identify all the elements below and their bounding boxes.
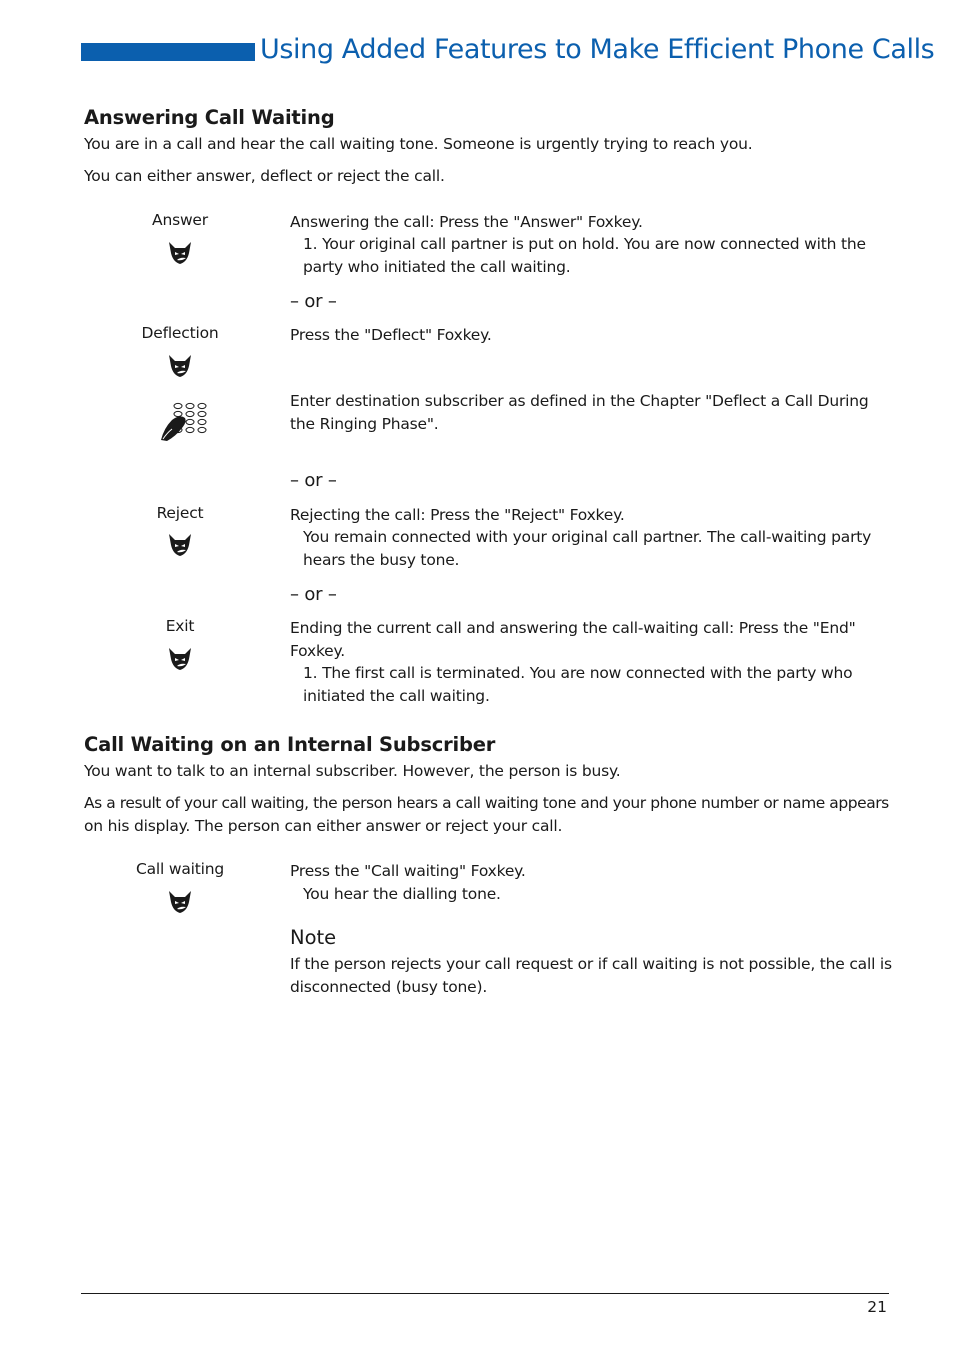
note-text: If the person rejects your call request or if call waiting is not possible, the call is: [290, 955, 892, 973]
or-separator: – or –: [290, 470, 337, 491]
or-separator: – or –: [290, 584, 337, 605]
footer-divider: [81, 1293, 889, 1294]
step-text: Enter destination subscriber as defined in the Chapter "Deflect a Call During: [290, 392, 869, 410]
page-number: 21: [867, 1298, 887, 1316]
keypad-icon: [158, 402, 212, 442]
foxkey-icon: [166, 239, 194, 267]
step-text: Rejecting the call: Press the "Reject" Foxkey.: [290, 506, 625, 524]
intro-text: on his display. The person can either answer or reject your call.: [84, 817, 563, 835]
chapter-title: Using Added Features to Make Efficient Phone Calls: [260, 34, 935, 65]
intro-text: As a result of your call waiting, the person hears a call waiting tone and your phone number or name appears: [84, 794, 889, 812]
step-text: 1. Your original call partner is put on hold. You are now connected with the: [303, 235, 866, 253]
intro-text: You can either answer, deflect or reject the call.: [84, 167, 445, 185]
foxkey-label-call-waiting: Call waiting: [136, 860, 224, 878]
step-text: You remain connected with your original call partner. The call-waiting party: [303, 528, 872, 546]
step-text: party who initiated the call waiting.: [303, 258, 571, 276]
intro-text: You want to talk to an internal subscriber. However, the person is busy.: [84, 762, 621, 780]
foxkey-icon: [166, 645, 194, 673]
step-text: Foxkey.: [290, 642, 345, 660]
foxkey-label-exit: Exit: [165, 617, 195, 635]
step-text: the Ringing Phase".: [290, 415, 439, 433]
note-text: disconnected (busy tone).: [290, 978, 488, 996]
foxkey-label-deflection: Deflection: [141, 324, 219, 342]
section-heading-answering-call-waiting: Answering Call Waiting: [84, 106, 335, 129]
foxkey-icon: [166, 888, 194, 916]
step-text: initiated the call waiting.: [303, 687, 490, 705]
foxkey-label-reject: Reject: [156, 504, 204, 522]
intro-text: You are in a call and hear the call waiting tone. Someone is urgently trying to reach you.: [84, 135, 753, 153]
step-text: Press the "Deflect" Foxkey.: [290, 326, 492, 344]
step-text: hears the busy tone.: [303, 551, 460, 569]
step-text: Press the "Call waiting" Foxkey.: [290, 862, 526, 880]
or-separator: – or –: [290, 291, 337, 312]
section-heading-call-waiting-internal: Call Waiting on an Internal Subscriber: [84, 733, 496, 756]
note-title: Note: [290, 926, 337, 949]
foxkey-icon: [166, 531, 194, 559]
step-text: You hear the dialling tone.: [303, 885, 501, 903]
foxkey-label-answer: Answer: [152, 211, 208, 229]
foxkey-icon: [166, 352, 194, 380]
header-accent-bar: [81, 43, 255, 61]
step-text: 1. The first call is terminated. You are now connected with the party who: [303, 664, 853, 682]
step-text: Answering the call: Press the "Answer" Foxkey.: [290, 213, 643, 231]
step-text: Ending the current call and answering the call-waiting call: Press the "End": [290, 619, 856, 637]
